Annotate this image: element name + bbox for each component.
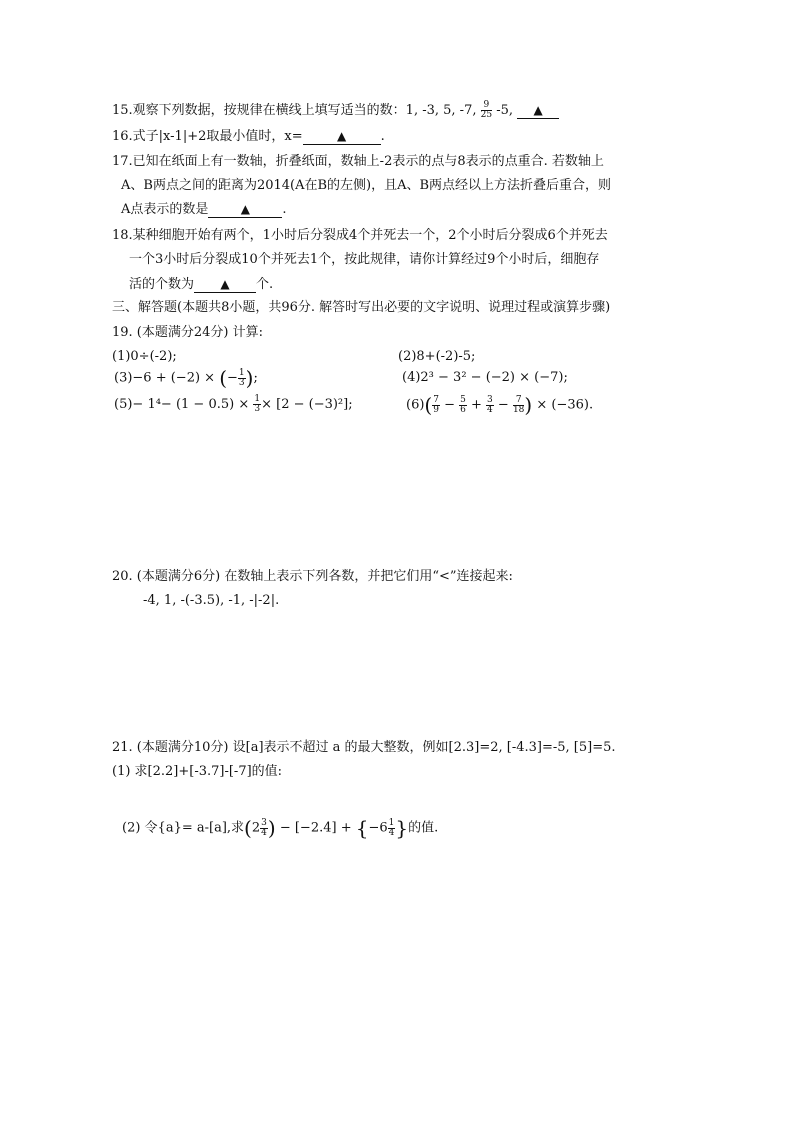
fraction bbox=[260, 819, 268, 838]
expr: × (−36). bbox=[536, 397, 594, 413]
q19-part-4: (4)2³ − 3² − (−2) × (−7); bbox=[402, 370, 568, 385]
paren: ) bbox=[524, 393, 533, 417]
question-17-line3 bbox=[121, 202, 287, 218]
answer-blank[interactable] bbox=[194, 277, 256, 293]
triangle-icon: ▲ bbox=[240, 202, 250, 216]
expr: 的值. bbox=[408, 820, 439, 836]
fraction bbox=[238, 369, 246, 388]
frac-num: 1 bbox=[388, 817, 395, 828]
frac-den: 9 bbox=[433, 404, 439, 415]
frac-num: 9 bbox=[481, 101, 492, 111]
punctuation: . bbox=[282, 202, 287, 217]
question-17-line2: A、B两点之间的距离为2014(A在B的左侧)，且A、B两点经以上方法折叠后重合，则 bbox=[121, 178, 612, 193]
brace: { bbox=[355, 816, 369, 840]
expr: (5)− 1⁴− (1 − 0.5) × bbox=[114, 397, 254, 412]
expr: (6) bbox=[406, 397, 425, 413]
frac-den: 25 bbox=[480, 110, 493, 120]
q19-part-6: (6)( $\frac{7}{9}$ − $\frac{5}{6}$ + $\frac{3}{4}$ − $\frac{7}{18}$ ) × (−36). bbox=[406, 393, 594, 417]
paren: ) bbox=[245, 366, 254, 390]
fraction bbox=[459, 396, 467, 415]
fraction bbox=[253, 395, 261, 414]
answer-blank[interactable] bbox=[208, 202, 282, 218]
triangle-icon: ▲ bbox=[336, 129, 347, 143]
frac-den: 4 bbox=[487, 404, 493, 415]
answer-blank[interactable] bbox=[517, 103, 559, 119]
paren: ( bbox=[219, 366, 228, 390]
paren: ) bbox=[267, 816, 276, 840]
frac-den: 3 bbox=[238, 377, 245, 388]
question-17-line1: 17.已知在纸面上有一数轴，折叠纸面，数轴上-2表示的点与8表示的点重合. 若数轴上 bbox=[112, 154, 604, 169]
question-15 bbox=[112, 101, 559, 120]
question-18-line1: 18.某种细胞开始有两个，1小时后分裂成4个并死去一个，2个小时后分裂成6个并死去 bbox=[112, 228, 608, 243]
frac-den: 4 bbox=[388, 827, 395, 838]
frac-den: 18 bbox=[512, 404, 525, 415]
frac-num: 7 bbox=[433, 394, 439, 405]
punctuation: 个. bbox=[256, 277, 274, 292]
fraction bbox=[486, 396, 494, 415]
frac-num: 5 bbox=[460, 394, 466, 405]
question-16-text: 16.式子|x-1|+2取最小值时，x= bbox=[112, 129, 303, 144]
question-19-title: 19. (本题满分24分) 计算: bbox=[112, 325, 264, 340]
triangle-icon: ▲ bbox=[220, 277, 230, 291]
mixed-whole: 2 bbox=[251, 820, 261, 836]
frac-den: 3 bbox=[254, 404, 261, 414]
section-heading: 三、解答题(本题共8小题，共96分. 解答时写出必要的文字说明、说理过程或演算步骤) bbox=[112, 300, 611, 315]
q19-part-1: (1)0÷(-2); bbox=[112, 349, 177, 364]
question-21-title: 21. (本题满分10分) 设[a]表示不超过 a 的最大整数，例如[2.3]=2, [-4.3]=-5, [5]=5. bbox=[112, 740, 616, 755]
answer-blank[interactable] bbox=[303, 129, 381, 145]
question-15-text: 15.观察下列数据，按规律在横线上填写适当的数：1, -3, 5, -7, bbox=[112, 103, 477, 118]
q19-part-3 bbox=[114, 367, 258, 389]
question-18-line2: 一个3小时后分裂成10个并死去1个，按此规律，请你计算经过9个小时后，细胞存 bbox=[129, 252, 600, 267]
question-18-line3 bbox=[129, 277, 273, 293]
frac-num: 3 bbox=[487, 394, 493, 405]
expr: (2) 令{a}= a-[a],求 bbox=[122, 820, 245, 836]
q19-part-2: (2)8+(-2)-5; bbox=[398, 349, 476, 364]
mixed-whole: −6 bbox=[368, 820, 388, 836]
frac-den: 6 bbox=[460, 404, 466, 415]
expr: (3)−6 + (−2) × bbox=[114, 370, 220, 386]
frac-den: 4 bbox=[261, 827, 267, 838]
punctuation: . bbox=[380, 129, 385, 144]
q21-part-2 bbox=[122, 816, 438, 840]
question-20-title: 20. (本题满分6分) 在数轴上表示下列各数，并把它们用“<”连接起来: bbox=[112, 569, 513, 584]
minus: − bbox=[227, 370, 238, 386]
paren: ( bbox=[244, 816, 252, 840]
fraction bbox=[481, 101, 492, 120]
q19-part-5 bbox=[114, 394, 353, 416]
frac-num: 3 bbox=[261, 817, 267, 828]
frac-num: 1 bbox=[254, 394, 261, 404]
question-16 bbox=[112, 129, 385, 145]
fraction bbox=[432, 396, 440, 415]
expr: × [2 − (−3)²]; bbox=[261, 397, 353, 412]
fraction bbox=[513, 396, 524, 415]
question-15-tail: -5, bbox=[496, 103, 514, 118]
triangle-icon: ▲ bbox=[533, 103, 543, 117]
brace: } bbox=[395, 816, 409, 840]
frac-num: 1 bbox=[238, 367, 245, 378]
frac-num: 7 bbox=[513, 396, 524, 406]
punctuation: ; bbox=[253, 370, 258, 386]
question-17-text: A点表示的数是 bbox=[121, 202, 209, 217]
q21-part-1: (1) 求[2.2]+[-3.7]-[-7]的值: bbox=[112, 764, 283, 779]
question-20-numbers: -4, 1, -(-3.5), -1, -|-2|. bbox=[143, 593, 280, 608]
question-18-text: 活的个数为 bbox=[129, 277, 195, 292]
expr: − [−2.4] + bbox=[279, 820, 352, 836]
paren: ( bbox=[424, 393, 433, 417]
